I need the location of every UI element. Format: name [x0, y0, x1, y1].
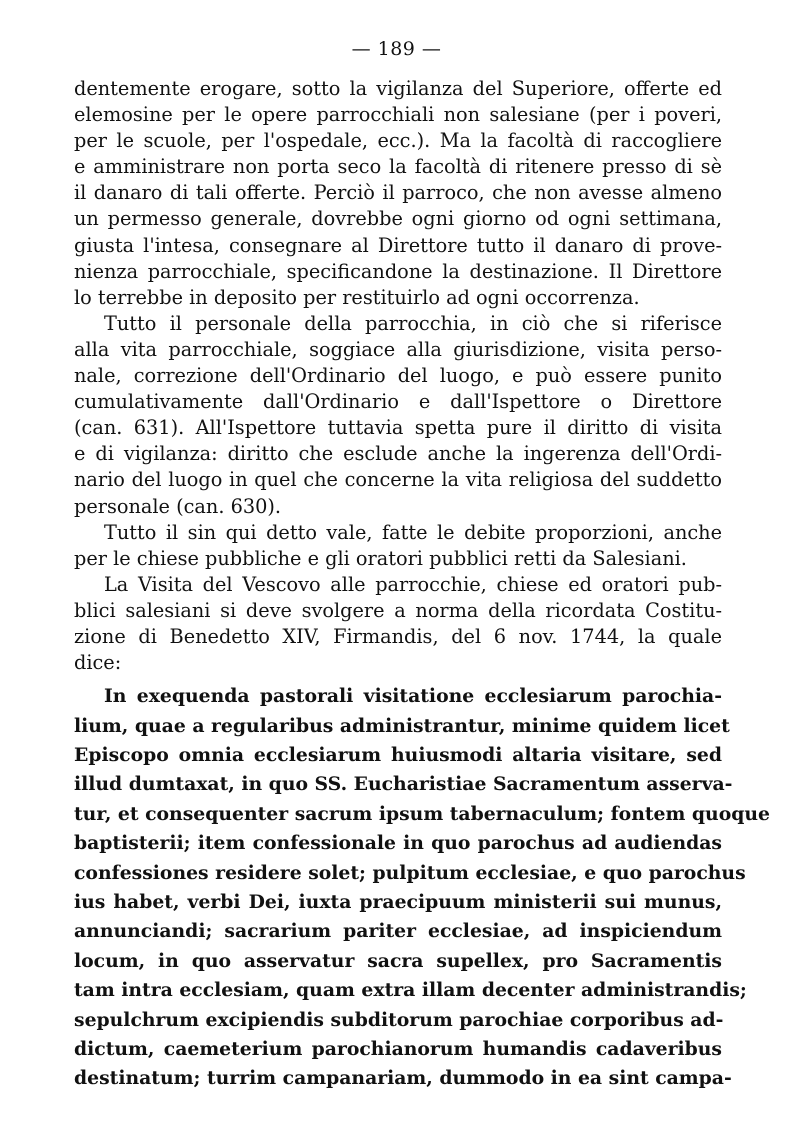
quote-line: tur, et consequenter sacrum ipsum tabernaculum; fontem quoque: [74, 802, 770, 825]
quote-line: annunciandi; sacrarium pariter ecclesiae, ad inspiciendum: [74, 920, 722, 943]
text-line: elemosine per le opere parrocchiali non salesiane (per i poveri,: [74, 103, 722, 127]
text-line: cumulativamente dall'Ordinario e dall'Ispettore o Direttore: [74, 390, 722, 414]
text-line: Tutto il personale della parrocchia, in ciò che si riferisce: [104, 311, 722, 335]
quote-line: dictum, caemeterium parochianorum humandis cadaveribus: [74, 1038, 722, 1061]
text-line: e amministrare non porta seco la facoltà di ritenere presso di sè: [74, 155, 722, 179]
text-line: giusta l'intesa, consegnare al Direttore tutto il danaro di prove-: [74, 233, 722, 257]
paragraph: [74, 76, 722, 311]
paragraph: [74, 311, 722, 520]
quote-line: destinatum; turrim campanariam, dummodo in ea sint campa-: [74, 1067, 732, 1090]
quote-line: tam intra ecclesiam, quam extra illam decenter administrandis;: [74, 979, 747, 1002]
text-line: zione di Benedetto XIV, Firmandis, del 6 nov. 1744, la quale: [74, 624, 722, 648]
text-line: nale, correzione dell'Ordinario del luogo, e può essere punito: [74, 364, 722, 388]
quote-line: sepulchrum excipiendis subditorum parochiae corporibus ad-: [74, 1008, 724, 1031]
text-line: dice:: [74, 651, 122, 675]
quote-line: confessiones residere solet; pulpitum ecclesiae, e quo parochus: [74, 861, 746, 884]
quote-line: Episcopo omnia ecclesiarum huiusmodi altaria visitare, sed: [74, 743, 722, 766]
text-line: nienza parrocchiale, specificandone la destinazione. Il Direttore: [74, 259, 722, 283]
text-line: per le scuole, per l'ospedale, ecc.). Ma la facoltà di raccogliere: [74, 129, 722, 153]
text-line: dentemente erogare, sotto la vigilanza del Superiore, offerte ed: [74, 77, 722, 100]
page-number: — 189 —: [351, 38, 442, 60]
latin-quotation: [74, 682, 770, 1094]
text-line: un permesso generale, dovrebbe ogni giorno od ogni settimana,: [74, 207, 722, 231]
text-line: il danaro di tali offerte. Perciò il parroco, che non avesse almeno: [74, 181, 722, 205]
text-line: e di vigilanza: diritto che esclude anche la ingerenza dell'Ordi-: [74, 442, 722, 466]
text-line: La Visita del Vescovo alle parrocchie, chiese ed oratori pub-: [104, 572, 722, 596]
quote-line: In exequenda pastorali visitatione ecclesiarum parochia-: [104, 685, 722, 708]
quote-line: locum, in quo asservatur sacra supellex, pro Sacramentis: [74, 949, 722, 972]
text-line: Tutto il sin qui detto vale, fatte le debite proporzioni, anche: [104, 520, 722, 544]
text-line: personale (can. 630).: [74, 494, 282, 518]
text-line: alla vita parrocchiale, soggiace alla giurisdizione, visita perso-: [74, 337, 722, 361]
text-line: nario del luogo in quel che concerne la vita religiosa del suddetto: [74, 468, 722, 492]
body-text: [74, 76, 770, 1094]
quote-line: illud dumtaxat, in quo SS. Eucharistiae Sacramentum asserva-: [74, 773, 733, 796]
quote-line: ius habet, verbi Dei, iuxta praecipuum ministerii sui munus,: [74, 891, 722, 913]
paragraph: [74, 572, 722, 676]
paragraph: [74, 520, 722, 572]
text-line: (can. 631). All'Ispettore tuttavia spetta pure il diritto di visita: [74, 416, 722, 440]
quote-line: lium, quae a regularibus administrantur, minime quidem licet: [74, 714, 730, 737]
text-line: blici salesiani si deve svolgere a norma della ricordata Costitu-: [74, 598, 722, 622]
quote-line: baptisterii; item confessionale in quo parochus ad audiendas: [74, 832, 722, 855]
text-line: per le chiese pubbliche e gli oratori pubblici retti da Salesiani.: [74, 546, 687, 570]
text-line: lo terrebbe in deposito per restituirlo ad ogni occorrenza.: [74, 285, 640, 309]
